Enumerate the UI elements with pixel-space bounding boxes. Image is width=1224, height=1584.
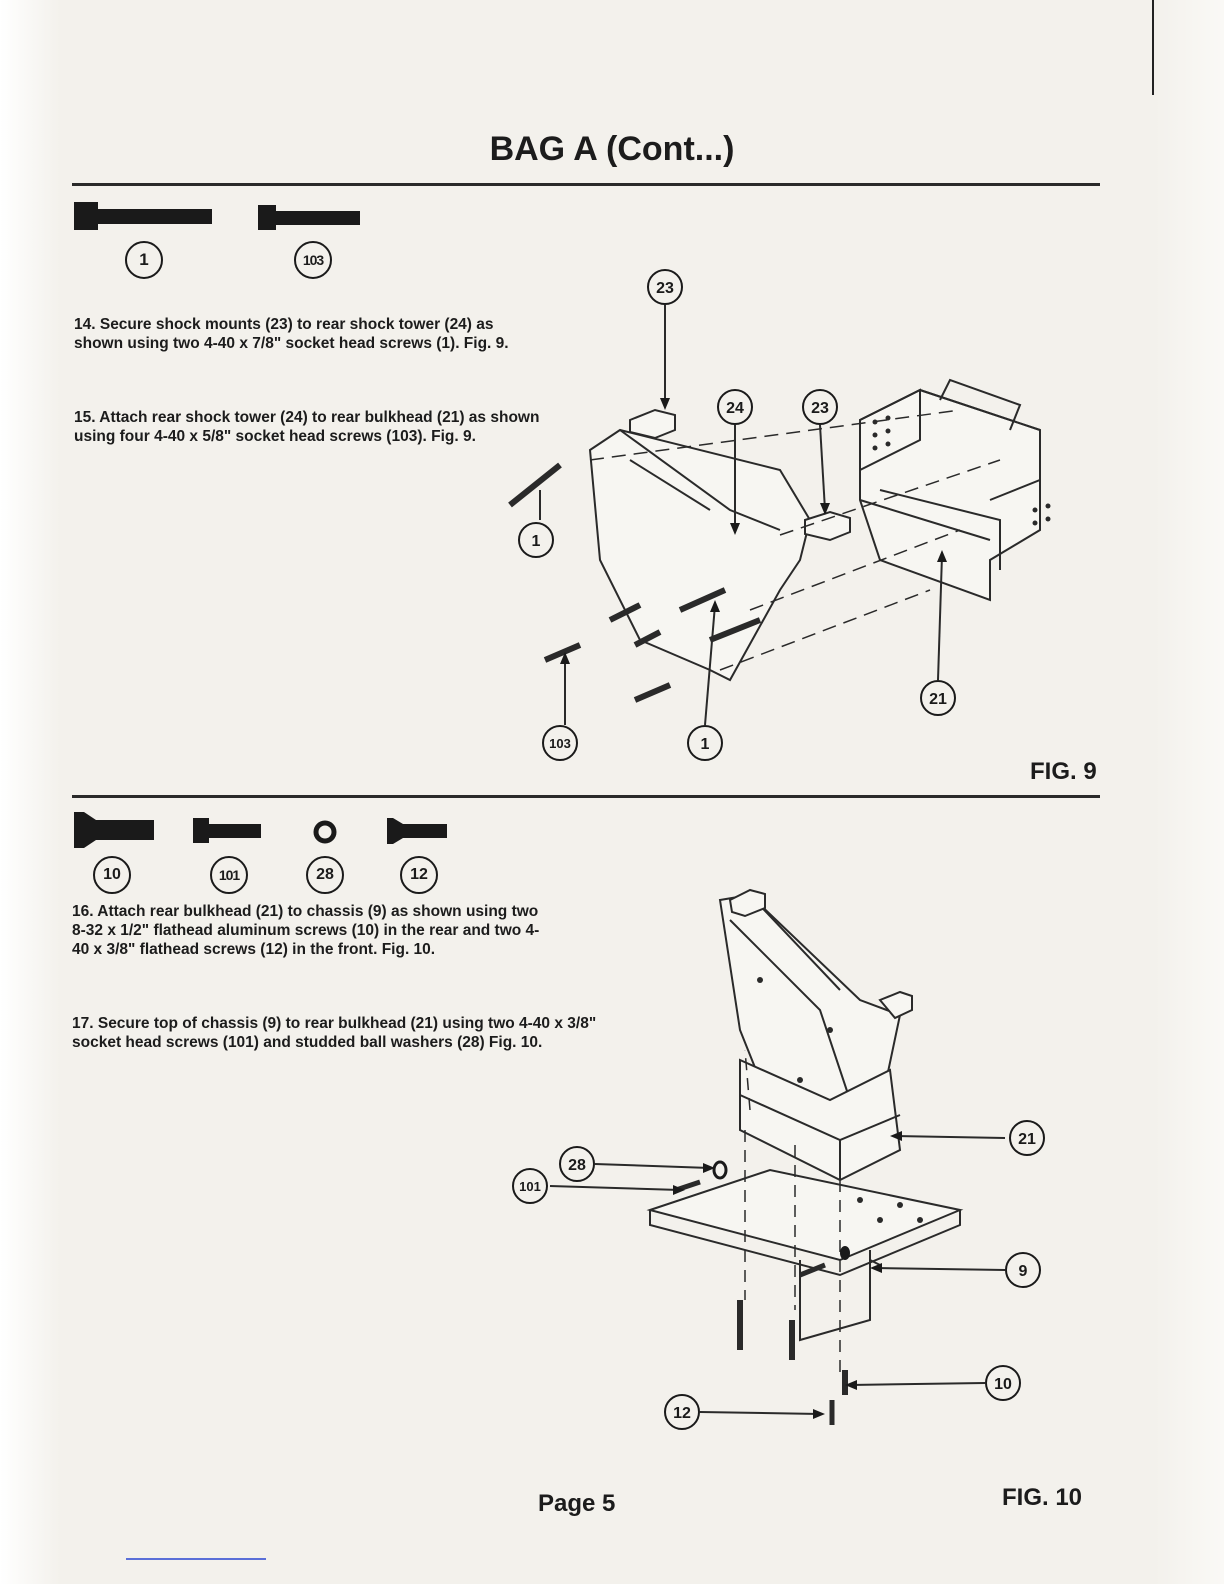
- fig10-callout-9: 9: [1018, 1263, 1028, 1280]
- ball-washer-icon: [312, 819, 338, 845]
- step-16: 16. Attach rear bulkhead (21) to chassis (9) as shown using two 8-32 x 1/2" flathead aluminum screws (10) in the rear and two 4-40 x 3/8" flathead screws (12) in the front. Fig. 10.: [72, 903, 540, 958]
- page-edge-left: [0, 0, 60, 1584]
- fig9-callout-24: 24: [726, 400, 744, 417]
- page-title: BAG A (Cont...): [489, 130, 735, 168]
- flathead-screw-icon: [74, 812, 156, 848]
- rear-shock-tower-24: [590, 430, 810, 680]
- fig9-illustration: [480, 260, 1100, 780]
- shock-mount-23-lower: [805, 512, 850, 540]
- part-callout-101: 101: [210, 856, 248, 894]
- binding-line: [1152, 0, 1154, 95]
- socket-head-screw-short-icon: [258, 205, 362, 231]
- fig9-callout-1a: 1: [531, 533, 541, 550]
- fig10-callout-101: 101: [519, 1179, 541, 1194]
- shock-mount-23-upper: [630, 410, 675, 438]
- fig9-callout-21: 21: [929, 691, 947, 708]
- fig10-callout-28: 28: [568, 1157, 586, 1174]
- fig9-callout-23b: 23: [811, 400, 829, 417]
- fig9-callout-103: 103: [549, 736, 571, 751]
- fig10-illustration: [500, 880, 1060, 1450]
- part-callout-103: 103: [294, 241, 332, 279]
- socket-head-screw-icon: [74, 202, 214, 232]
- part-callout-10: 10: [93, 856, 131, 894]
- part-callout-12: 12: [400, 856, 438, 894]
- step-14: 14. Secure shock mounts (23) to rear shock tower (24) as shown using two 4-40 x 7/8" socket head screws (1). Fig. 9.: [74, 316, 509, 352]
- part-callout-1: 1: [125, 241, 163, 279]
- scan-artifact-line: [126, 1558, 266, 1560]
- flathead-screw-small-icon: [387, 818, 449, 844]
- fig10-callout-21: 21: [1018, 1131, 1036, 1148]
- fig10-label: FIG. 10: [1002, 1484, 1083, 1511]
- fig9-callout-1b: 1: [700, 736, 710, 753]
- socket-head-screw-icon: [193, 818, 263, 844]
- part-callout-28: 28: [306, 856, 344, 894]
- fig10-callout-12: 12: [673, 1405, 691, 1422]
- page-edge-right: [1154, 0, 1224, 1584]
- step-17: 17. Secure top of chassis (9) to rear bulkhead (21) using two 4-40 x 3/8" socket head screws (101) and studded ball washers (28) Fig. 10.: [72, 1015, 597, 1051]
- fig9-callout-23a: 23: [656, 280, 674, 297]
- fig9-label: FIG. 9: [1030, 758, 1097, 785]
- step-15: 15. Attach rear shock tower (24) to rear bulkhead (21) as shown using four 4-40 x 5/8" socket head screws (103). Fig. 9.: [74, 409, 540, 445]
- fig10-callout-10: 10: [994, 1376, 1012, 1393]
- middle-rule: [72, 795, 1100, 798]
- page-number: Page 5: [538, 1490, 616, 1517]
- top-rule: [72, 183, 1100, 186]
